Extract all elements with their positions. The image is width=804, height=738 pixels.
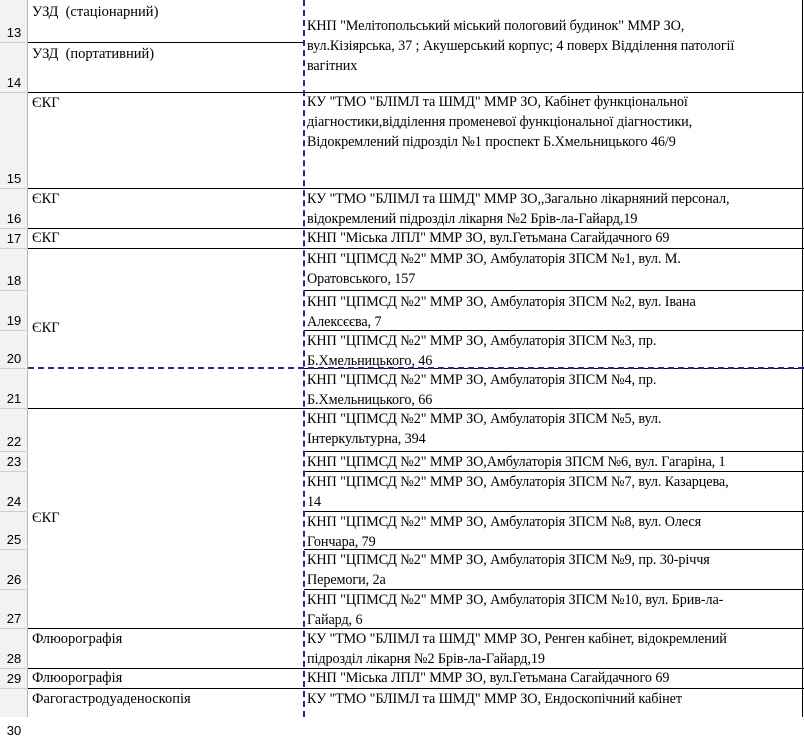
cell-b-address[interactable] [307, 16, 799, 76]
row-number-29[interactable]: 29 [6, 671, 22, 686]
cell-border-a [28, 42, 304, 43]
cell-b-address[interactable] [307, 292, 799, 332]
row-header-divider [0, 368, 28, 369]
cell-border-a [28, 92, 304, 93]
row-number-19[interactable]: 19 [6, 313, 22, 328]
cell-a-procedure[interactable]: ЄКГ [32, 510, 60, 526]
cell-b-line: діагностики,відділення променевої функціональної діагностики, [307, 114, 693, 130]
row-number-21[interactable]: 21 [6, 391, 22, 406]
cell-b-line: КНП "ЦПМСД №2" ММР ЗО, Амбулаторія ЗПСМ №4, пр. [307, 372, 657, 388]
cell-b-address[interactable] [307, 249, 799, 289]
row-header-divider [0, 228, 28, 229]
row-number-14[interactable]: 14 [6, 75, 22, 90]
cell-b-line: КНП "Міська ЛПЛ" ММР ЗО, вул.Гетьмана Сагайдачного 69 [307, 230, 670, 246]
row-number-23[interactable]: 23 [6, 454, 22, 469]
cell-border-a [28, 688, 304, 689]
cell-a-procedure[interactable]: Фагогастродуаденоскопія [32, 691, 191, 707]
cell-b-address[interactable] [307, 472, 799, 512]
row-number-27[interactable]: 27 [6, 611, 22, 626]
cell-border-a [28, 248, 304, 249]
cell-b-line: КНП "ЦПМСД №2" ММР ЗО, Амбулаторія ЗПСМ №1, вул. М. [307, 251, 681, 267]
cell-b-line: КНП "ЦПМСД №2" ММР ЗО, Амбулаторія ЗПСМ №5, вул. [307, 411, 662, 427]
row-header-divider [0, 290, 28, 291]
row-header-divider [0, 92, 28, 93]
row-number-25[interactable]: 25 [6, 532, 22, 547]
cell-b-line: Інтеркультурна, 394 [307, 431, 426, 447]
cell-b-address[interactable] [307, 550, 799, 590]
cell-b-line: КУ "ТМО "БЛІМЛ та ШМД" ММР ЗО, Ренген кабінет, відокремлений [307, 631, 727, 647]
cell-border-b [304, 290, 804, 291]
cell-a-procedure[interactable]: УЗД (портативний) [32, 46, 155, 62]
cell-b-line: КУ "ТМО "БЛІМЛ та ШМД" ММР ЗО,,Загально лікарняний персонал, [307, 191, 730, 207]
cell-b-line: КУ "ТМО "БЛІМЛ та ШМД" ММР ЗО, Кабінет функціональної [307, 94, 688, 110]
cell-b-line: КНП "ЦПМСД №2" ММР ЗО, Амбулаторія ЗПСМ №2, вул. Івана [307, 294, 696, 310]
row-header-divider [0, 589, 28, 590]
cell-b-line: КНП "ЦПМСД №2" ММР ЗО, Амбулаторія ЗПСМ №9, пр. 30-річчя [307, 552, 710, 568]
row-header-divider [0, 668, 28, 669]
row-header-divider [0, 408, 28, 409]
cell-a-procedure[interactable]: Флюорографія [32, 670, 123, 686]
row-header-divider [0, 549, 28, 550]
row-header-divider [0, 188, 28, 189]
cell-b-line: КНП "ЦПМСД №2" ММР ЗО, Амбулаторія ЗПСМ №8, вул. Олеся [307, 514, 702, 530]
cell-b-line: відокремлений підрозділ лікарня №2 Брів-ла-Гайард,19 [307, 211, 638, 227]
cell-b-line: КНП "Міська ЛПЛ" ММР ЗО, вул.Гетьмана Сагайдачного 69 [307, 670, 670, 686]
row-header-divider [0, 628, 28, 629]
cell-b-line: КНП "ЦПМСД №2" ММР ЗО, Амбулаторія ЗПСМ №3, пр. [307, 333, 657, 349]
cell-b-address[interactable] [307, 689, 799, 709]
cell-border-a [28, 628, 304, 629]
cell-border-a [28, 408, 304, 409]
cell-b-line: КНП "Мелітопольський міський пологовий будинок" ММР ЗО, [307, 18, 685, 34]
cell-b-line: Перемоги, 2а [307, 572, 386, 588]
cell-b-address[interactable] [307, 668, 799, 688]
cell-b-line: Гайард, 6 [307, 612, 363, 628]
cell-border-a [28, 228, 304, 229]
row-number-15[interactable]: 15 [6, 171, 22, 186]
cell-b-address[interactable] [307, 452, 799, 472]
page-break-vertical [303, 0, 305, 717]
cell-b-line: КНП "ЦПМСД №2" ММР ЗО,Амбулаторія ЗПСМ №6, вул. Гагаріна, 1 [307, 454, 726, 470]
cell-b-address[interactable] [307, 331, 799, 371]
row-number-26[interactable]: 26 [6, 572, 22, 587]
cell-a-procedure[interactable]: Флюорографія [32, 631, 123, 647]
cell-a-procedure[interactable]: УЗД (стаціонарний) [32, 4, 159, 20]
cell-b-line: 14 [307, 494, 321, 510]
cell-b-line: Оратовського, 157 [307, 271, 416, 287]
column-c-border [802, 0, 803, 717]
row-header-divider [0, 42, 28, 43]
row-number-22[interactable]: 22 [6, 434, 22, 449]
cell-b-address[interactable] [307, 629, 799, 669]
cell-border-a [28, 188, 304, 189]
row-number-28[interactable]: 28 [6, 651, 22, 666]
cell-b-line: Б.Хмельницького, 66 [307, 392, 433, 408]
cell-b-address[interactable] [307, 370, 799, 410]
cell-b-address[interactable] [307, 409, 799, 449]
page-break-horizontal [28, 367, 804, 369]
cell-b-line: КНП "ЦПМСД №2" ММР ЗО, Амбулаторія ЗПСМ №7, вул. Казарцева, [307, 474, 729, 490]
cell-a-procedure[interactable]: ЄКГ [32, 95, 60, 111]
cell-b-line: підрозділ лікарня №2 Брів-ла-Гайард,19 [307, 651, 545, 667]
row-number-30[interactable]: 30 [6, 723, 22, 738]
cell-b-line: Алексєєва, 7 [307, 314, 382, 330]
cell-b-line: вагітних [307, 58, 358, 74]
row-number-18[interactable]: 18 [6, 273, 22, 288]
cell-b-line: вул.Кізіярська, 37 ; Акушерський корпус; 4 поверх Відділення патології [307, 38, 735, 54]
cell-b-address[interactable] [307, 92, 799, 152]
cell-b-line: Б.Хмельницького, 46 [307, 353, 433, 369]
cell-a-procedure[interactable]: ЄКГ [32, 230, 60, 246]
row-header-divider [0, 688, 28, 689]
cell-b-address[interactable] [307, 512, 799, 552]
row-number-24[interactable]: 24 [6, 494, 22, 509]
row-header-divider [0, 471, 28, 472]
cell-b-address[interactable] [307, 189, 799, 229]
row-number-13[interactable]: 13 [6, 25, 22, 40]
cell-b-line: Відокремлений підрозділ №1 проспект Б.Хмельницького 46/9 [307, 134, 676, 150]
cell-b-line: Гончара, 79 [307, 534, 376, 550]
cell-b-line: КНП "ЦПМСД №2" ММР ЗО, Амбулаторія ЗПСМ №10, вул. Брив-ла- [307, 592, 724, 608]
row-number-16[interactable]: 16 [6, 211, 22, 226]
cell-border-a [28, 668, 304, 669]
cell-b-address[interactable] [307, 228, 799, 248]
row-number-20[interactable]: 20 [6, 351, 22, 366]
row-number-17[interactable]: 17 [6, 231, 22, 246]
row-header-divider [0, 330, 28, 331]
row-header-divider [0, 451, 28, 452]
row-header-divider [0, 511, 28, 512]
row-header-divider [0, 248, 28, 249]
cell-a-procedure[interactable]: ЄКГ [32, 191, 60, 207]
cell-b-address[interactable] [307, 590, 799, 630]
cell-b-line: КУ "ТМО "БЛІМЛ та ШМД" ММР ЗО, Ендоскопічний кабінет [307, 691, 682, 707]
cell-a-procedure[interactable]: ЄКГ [32, 320, 60, 336]
